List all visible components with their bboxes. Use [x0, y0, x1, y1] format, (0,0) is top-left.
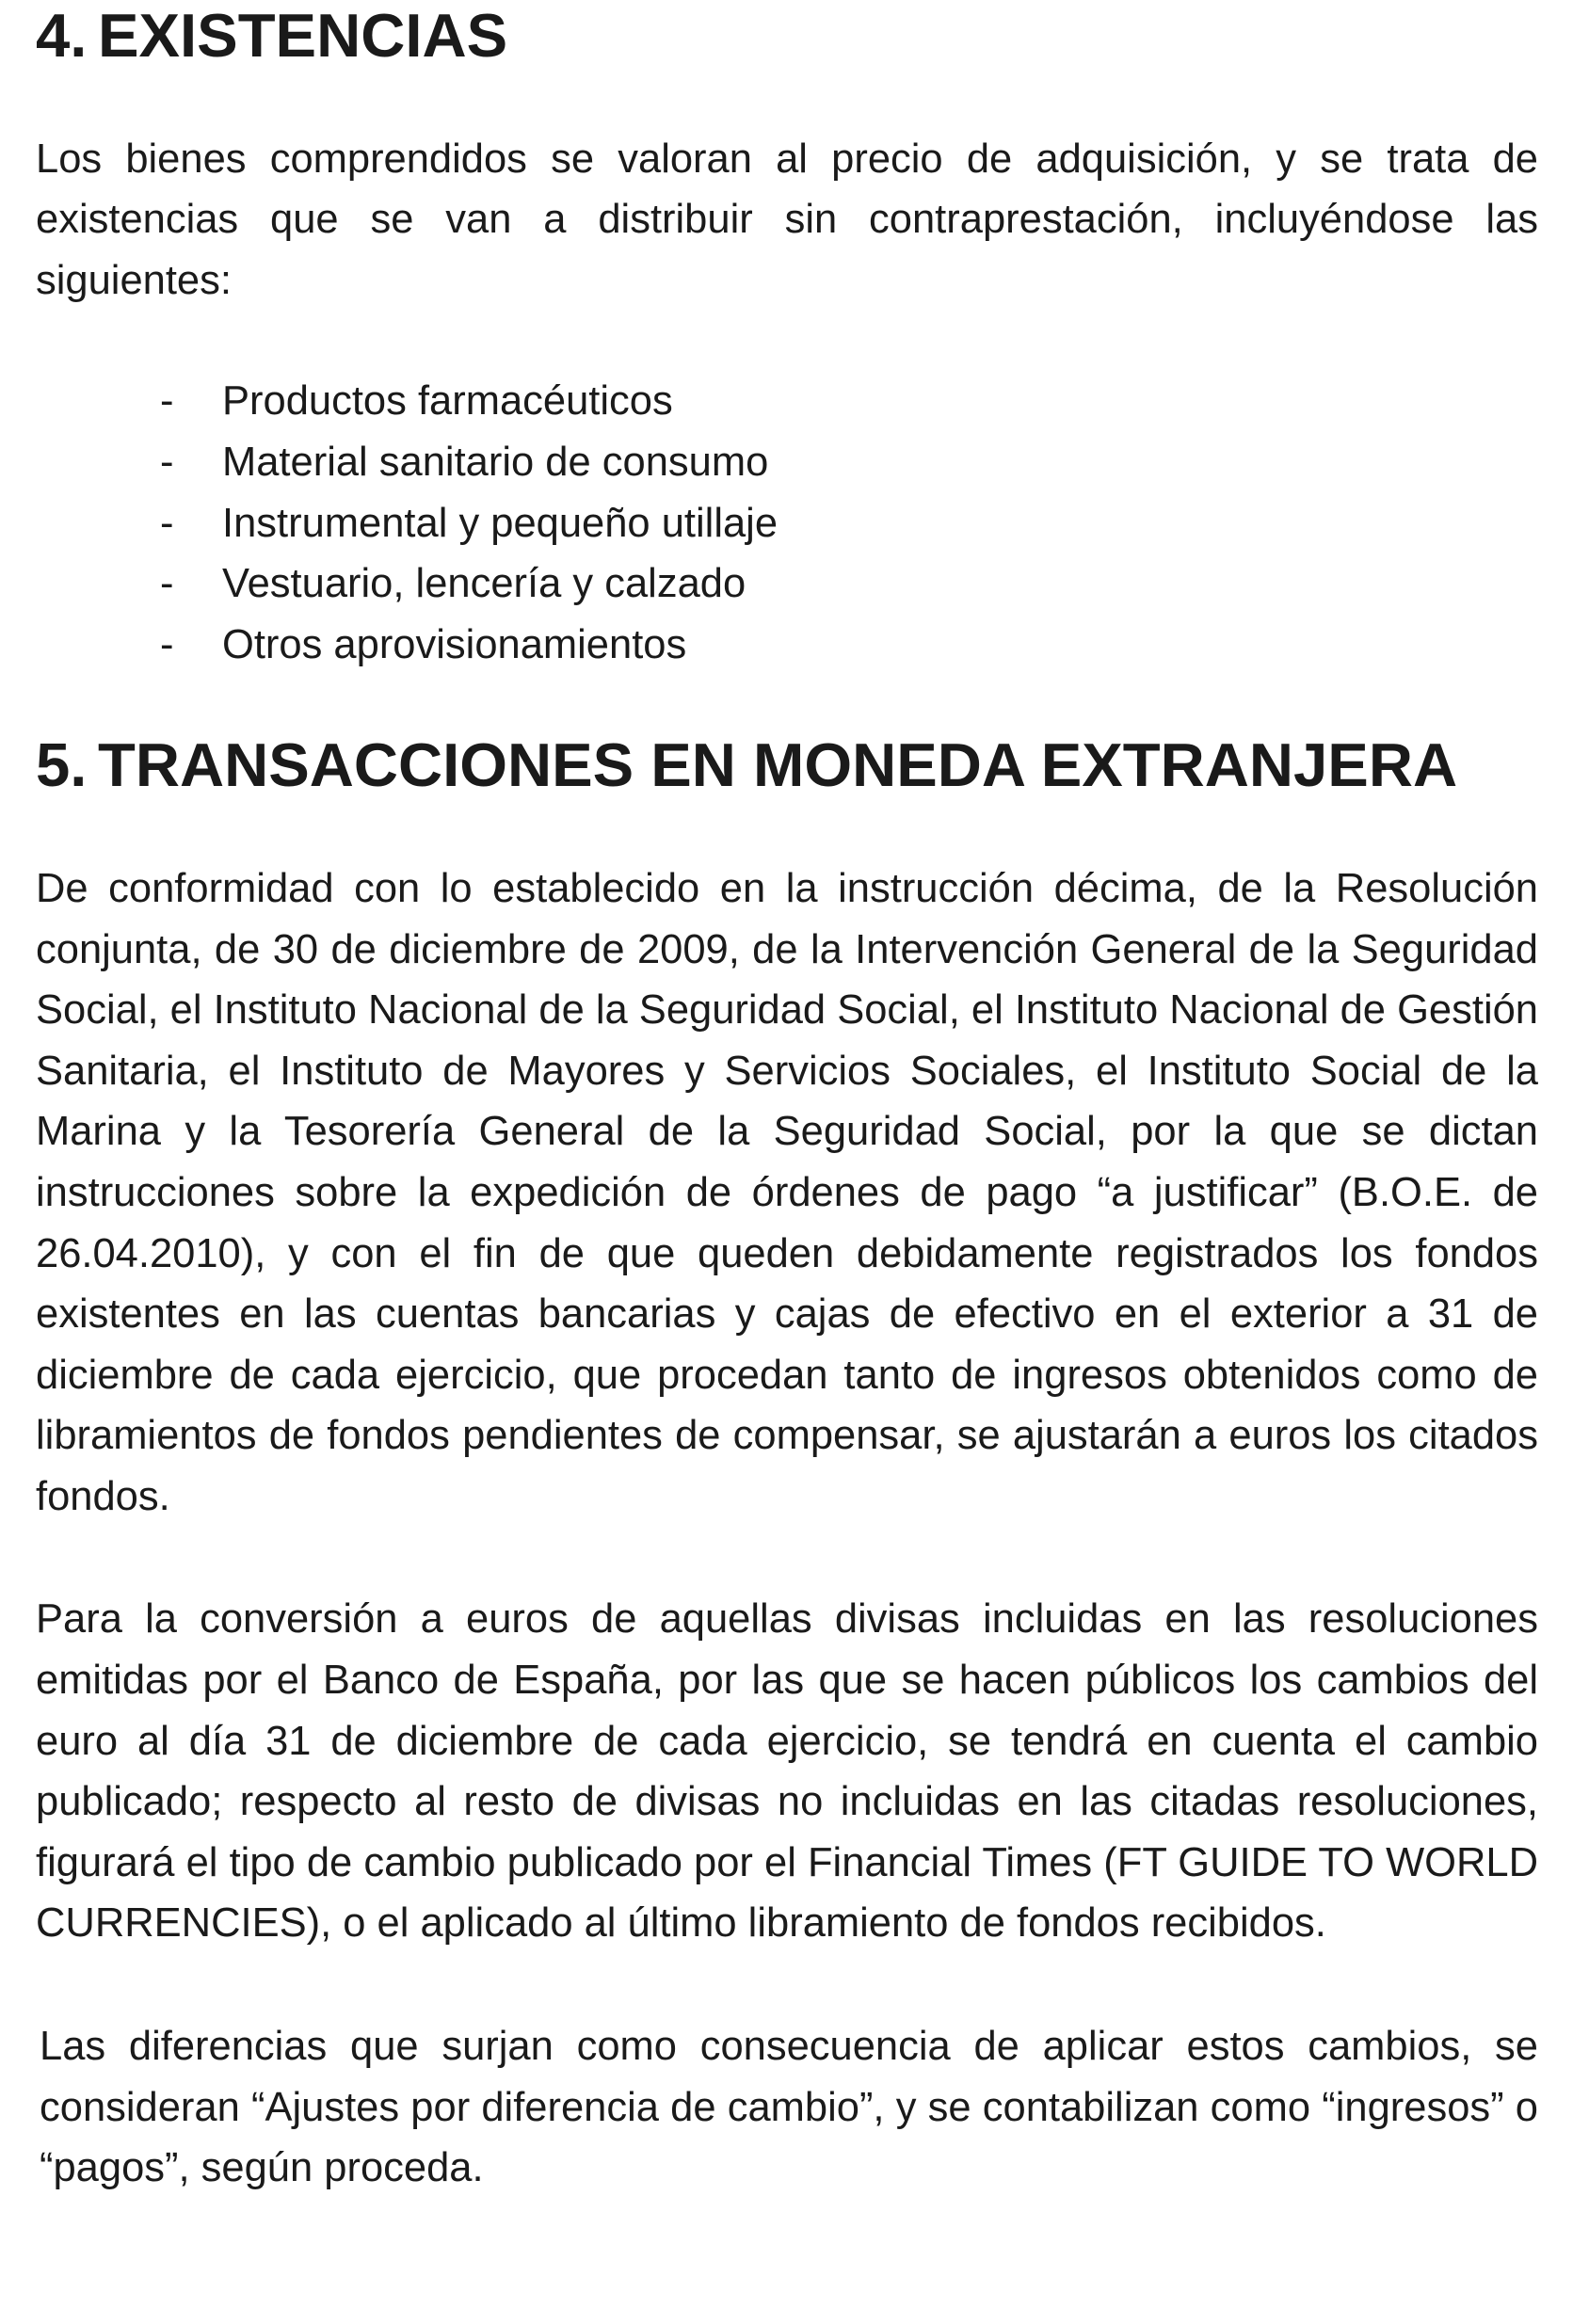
document-page — [36, 0, 1538, 2199]
bullet-dash: - — [160, 378, 174, 425]
list-item-label: Material sanitario de consumo — [222, 439, 769, 485]
list-item — [36, 615, 1538, 676]
list-item-label: Instrumental y pequeño utillaje — [222, 500, 778, 546]
section-heading-existencias — [36, 1, 1538, 70]
section-number: 4. — [36, 1, 88, 70]
list-item — [36, 432, 1538, 493]
transacciones-paragraph-1: De conformidad con lo establecido en la instrucción décima, de la Resolución conjunta, de 30 de diciembre de 2009, de la Intervención General de la Seguridad Social, el Instituto Nacional de la Seguridad Social, el Instituto Nacional de Gestión Sanitaria, el Instituto de Mayores y Servicios Sociales, el Instituto Social de la Marina y la Tesorería General de la Seguridad Social, por la que se dictan instrucciones sobre la expedición de órdenes de pago “a justificar” (B.O.E. de 26.04.2010), y con el fin de que queden debidamente registrados los fondos existentes en las cuentas bancarias y cajas de efectivo en el exterior a 31 de diciembre de cada ejercicio, que procedan tanto de ingresos obtenidos como de libramientos de fondos pendientes de compensar, se ajustarán a euros los citados fondos. — [36, 865, 1538, 1519]
list-item — [36, 553, 1538, 615]
bullet-dash: - — [160, 500, 174, 546]
transacciones-paragraph-2: Para la conversión a euros de aquellas divisas incluidas en las resoluciones emitidas por el Banco de España, por las que se hacen públicos los cambios del euro al día 31 de diciembre de cada ejercicio, se tendrá en cuenta el cambio publicado; respecto al resto de divisas no incluidas en las citadas resoluciones, figurará el tipo de cambio publicado por el Financial Times (FT GUIDE TO WORLD CURRENCIES), o el aplicado al último libramiento de fondos recibidos. — [36, 1596, 1538, 1947]
section-number: 5. — [36, 730, 88, 800]
list-item-label: Vestuario, lencería y calzado — [222, 561, 746, 607]
bullet-dash: - — [160, 621, 174, 667]
list-item-label: Productos farmacéuticos — [222, 378, 673, 425]
list-item — [36, 493, 1538, 554]
section-title: EXISTENCIAS — [98, 1, 508, 70]
section-title: TRANSACCIONES EN MONEDA EXTRANJERA — [98, 730, 1458, 800]
existencias-item-list — [36, 371, 1538, 675]
list-item — [36, 371, 1538, 432]
section-heading-transacciones — [36, 730, 1538, 800]
bullet-dash: - — [160, 561, 174, 607]
list-item-label: Otros aprovisionamientos — [222, 621, 687, 667]
existencias-intro-paragraph: Los bienes comprendidos se valoran al precio de adquisición, y se trata de existencias que se van a distribuir sin contraprestación, incluyéndose las siguientes: — [36, 136, 1538, 303]
transacciones-paragraph-3: Las diferencias que surjan como consecuencia de aplicar estos cambios, se consideran “Ajustes por diferencia de cambio”, y se contabilizan como “ingresos” o “pagos”, según proceda. — [40, 2024, 1538, 2191]
bullet-dash: - — [160, 439, 174, 485]
